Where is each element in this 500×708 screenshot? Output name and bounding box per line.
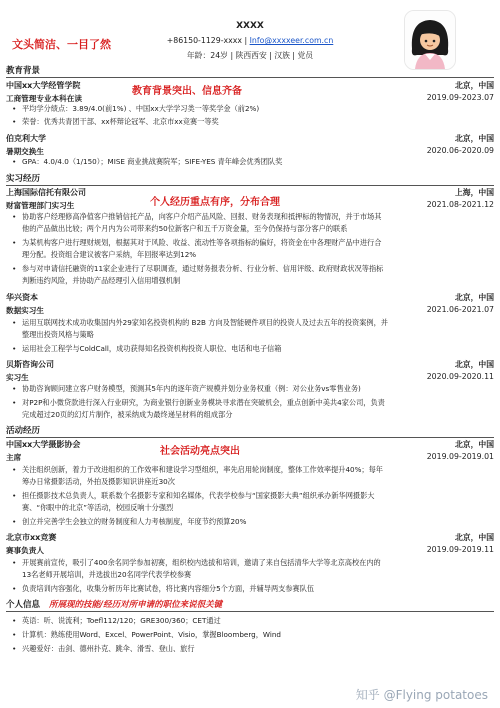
education-org-2: 伯克利大学 (6, 134, 46, 143)
bullet-dot-icon: • (12, 644, 17, 653)
bullet-dot-icon: • (12, 398, 17, 407)
bullet-dot-icon: • (12, 491, 17, 500)
experience-org-3: 贝斯咨询公司 (6, 360, 54, 369)
bullet-dot-icon: • (12, 318, 17, 327)
activity-bullet-1-2b: 赛、“你眼中的北京”等活动，校园反响十分强烈 (22, 503, 174, 512)
education-annotation: 教育背景突出、信息齐备 (132, 86, 242, 97)
bullet-dot-icon: • (12, 384, 17, 393)
personal-annotation: 所展现的技能/经历对所申请的职位来说很关键 (48, 600, 223, 610)
experience-bullet-1-1a: 协助客户经理修高净值客户推销信托产品，向客户介绍产品风险、回报、财务表现和抵押标的物情况，并于市场其 (22, 212, 382, 221)
bullet-dot-icon: • (12, 630, 17, 639)
experience-bullet-3-1a: 协助咨询顾问建立客户财务模型，预测其5年内的逐年资产规模并划分业务权重（例：对公业务vs零售业务) (22, 384, 361, 393)
activities-annotation: 社会活动亮点突出 (160, 446, 240, 457)
email-link[interactable]: Info@xxxxeer.com.cn (249, 36, 334, 45)
experience-section-title: 实习经历 (6, 172, 494, 186)
bullet-dot-icon: • (12, 517, 17, 526)
activity-bullet-2-1b: 13名老师开展培训，并选拔出20名同学代表学校参赛 (22, 570, 192, 579)
activity-role-2: 赛事负责人 (6, 546, 44, 555)
activity-location-2: 北京，中国 (455, 533, 494, 542)
activity-bullet-1-1b: 筹办日常摄影活动，外拍及摄影知识讲座近30次 (22, 477, 175, 486)
activity-org-1: 中国xx大学摄影协会 (6, 440, 81, 449)
personal-bullet-3: 兴趣爱好：击剑、德州扑克、跳伞、滑雪、登山、旅行 (22, 644, 195, 653)
bullet-dot-icon: • (12, 344, 17, 353)
bullet-dot-icon: • (12, 584, 17, 593)
contact-separator: | (244, 36, 248, 45)
experience-date-3: 2020.09-2020.11 (426, 372, 494, 381)
education-section-title: 教育背景 (6, 64, 494, 78)
experience-date-1: 2021.08-2021.12 (426, 200, 494, 209)
experience-role-3: 实习生 (6, 373, 29, 382)
activity-date-1: 2019.09-2019.01 (426, 452, 494, 461)
experience-bullet-1-3b: 判断违约风险，并协助产品经理引入信用增强机制 (22, 276, 181, 285)
bullet-dot-icon: • (12, 465, 17, 474)
education-bullet-2-1: GPA：4.0/4.0（1/150）；MISE 商业挑战赛院军；SIFE-YES 青年峰会优秀团队奖 (22, 157, 283, 166)
personal-bullet-2: 计算机：熟练使用Word、Excel、PowerPoint、Visio，掌握Bloomberg，Wind (22, 630, 281, 639)
activity-date-2: 2019.09-2019.11 (426, 545, 494, 554)
bullet-dot-icon: • (12, 264, 17, 273)
education-role-1: 工商管理专业本科在读 (6, 94, 82, 103)
activity-org-2: 北京市xx竞赛 (6, 533, 57, 542)
education-date-1: 2019.09-2023.07 (426, 93, 494, 102)
activities-section-title: 活动经历 (6, 424, 494, 438)
bullet-dot-icon: • (12, 117, 17, 126)
education-bullet-1-1: 平均学分绩点：3.89/4.0(前1%) 、中国xx大学学习类一等奖学金（前2%) (22, 104, 260, 113)
education-location-2: 北京，中国 (455, 134, 494, 143)
candidate-name: XXXX (236, 21, 264, 31)
bullet-dot-icon: • (12, 616, 17, 625)
avatar (404, 10, 456, 70)
phone-number: +86150-1129-xxxx (166, 36, 242, 45)
experience-bullet-1-2a: 为某机构客户进行理财规划，根据其对于风险、收益、流动性等各项指标的偏好，将资金在中各理财产品中进行合 (22, 238, 382, 247)
personal-section-label: 个人信息 (6, 600, 41, 610)
experience-date-2: 2021.06-2021.07 (426, 305, 494, 314)
bullet-dot-icon: • (12, 104, 17, 113)
experience-bullet-3-2a: 对P2P和小微贷款进行深入行业研究，为商业银行创新业务模块寻求潜在突破机会，重点创新中美共4家公司，负责 (22, 398, 385, 407)
education-location-1: 北京，中国 (455, 81, 494, 90)
activity-bullet-2-2a: 负责培训内容强化，收集分析历年比赛试卷，将比赛内容细分5个方面，并辅导两支参赛队伍 (22, 584, 315, 593)
experience-bullet-1-1b: 他的产品做出比较；两个月内为公司带来约50位新客户和五千万资金量，至今仍保持与部分客户的联系 (22, 224, 348, 233)
personal-bullet-1: 英语：听、说流利；Toefl112/120；GRE300/360；CET通过 (22, 616, 221, 625)
bullet-dot-icon: • (12, 212, 17, 221)
experience-org-2: 华兴资本 (6, 293, 38, 302)
experience-location-3: 北京，中国 (455, 360, 494, 369)
experience-bullet-2-1a: 运用互联网技术成功收集国内外29家知名投资机构的 B2B 方向及智能硬件项目的投资人及过去五年的投资案例，并 (22, 318, 388, 327)
education-org-1: 中国xx大学经管学院 (6, 81, 81, 90)
activity-role-1: 主席 (6, 453, 22, 462)
education-bullet-1-2: 荣誉：优秀共青团干部、xx杯辩论冠军、北京市xx竞赛一等奖 (22, 117, 219, 126)
activity-location-1: 北京，中国 (455, 440, 494, 449)
experience-bullet-1-3a: 参与对申请信托融资的11家企业进行了尽职调查，通过财务报表分析、行业分析、信用评级、政府财政状况等指标 (22, 264, 384, 273)
experience-role-1: 财富管理部门实习生 (6, 201, 75, 210)
header-annotation: 文头简洁、一目了然 (12, 38, 111, 51)
experience-annotation: 个人经历重点有序，分布合理 (150, 197, 280, 208)
experience-bullet-2-1b: 整理出投资风格与策略 (22, 330, 94, 339)
bullet-dot-icon: • (12, 238, 17, 247)
experience-role-2: 数据实习生 (6, 306, 44, 315)
personal-details: 年龄：24岁 | 陕西西安 | 汉族 | 党员 (186, 51, 314, 60)
experience-org-1: 上海国际信托有限公司 (6, 188, 86, 197)
experience-bullet-1-2b: 理分配。投资组合建议被客户采纳，年回报率达到12% (22, 250, 197, 259)
activity-bullet-1-3a: 创立并完善学生会独立的财务制度和人力考核制度，年度节约预算20% (22, 517, 247, 526)
experience-bullet-2-2a: 运用社会工程学与ColdCall，成功获得知名投资机构投资人职位、电话和电子信箱 (22, 344, 282, 353)
contact-line (120, 36, 380, 45)
bullet-dot-icon: • (12, 558, 17, 567)
bullet-dot-icon: • (12, 157, 17, 166)
education-date-2: 2020.06-2020.09 (426, 146, 494, 155)
experience-location-1: 上海，中国 (455, 188, 494, 197)
activity-bullet-2-1a: 开展赛前宣传，吸引了400余名同学参加初赛，组织校内选拔和培训，邀请了来自包括清华大学等北京高校在内的 (22, 558, 381, 567)
personal-section-title (6, 598, 494, 612)
experience-bullet-3-2b: 完成超过20页的幻灯片制作，被采纳成为最终递呈材料的组成部分 (22, 410, 233, 419)
cartoon-avatar-icon (405, 11, 455, 69)
activity-bullet-1-2a: 担任摄影技术总负责人，联系数个名摄影专家和知名媒体，代表学校参与“国家摄影大典”组织承办新华网摄影大 (22, 491, 375, 500)
activity-bullet-1-1a: 关注组织创新，着力于改进组织的工作效率和建设学习型组织，率先启用轮岗制度，整体工作效率提升40%；每年 (22, 465, 383, 474)
experience-location-2: 北京，中国 (455, 293, 494, 302)
education-role-2: 暑期交换生 (6, 147, 44, 156)
watermark: 知乎 @Flying potatoes (355, 688, 488, 702)
